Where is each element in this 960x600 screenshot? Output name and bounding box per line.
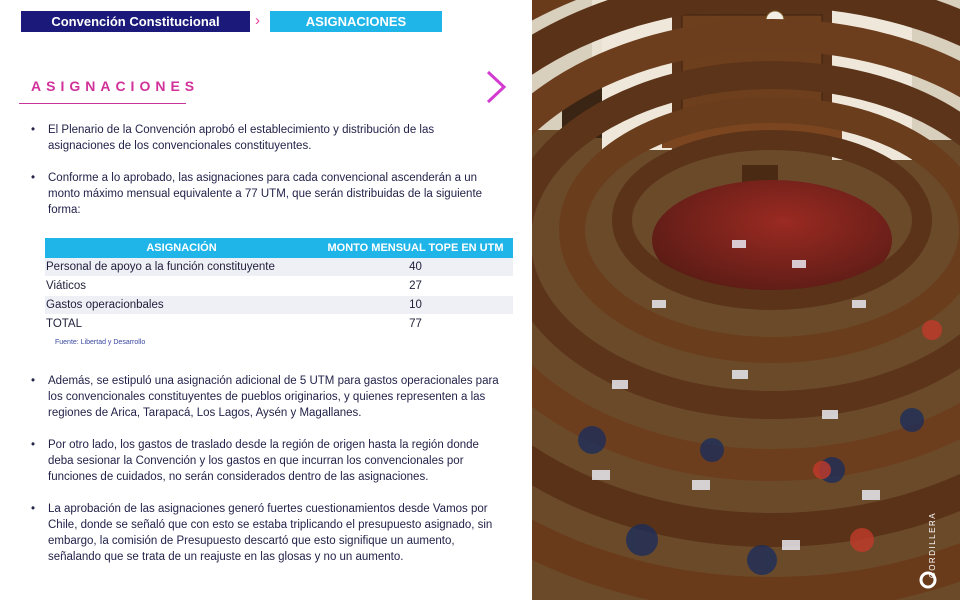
chevron-right-icon[interactable]: [484, 70, 508, 104]
table-row: Viáticos 27: [45, 277, 513, 296]
table-header-monto: MONTO MENSUAL TOPE EN UTM: [318, 238, 513, 258]
cordillera-logo: [913, 500, 943, 590]
table-row: Gastos operacionbales 10: [45, 296, 513, 315]
bullet-dot: •: [31, 172, 36, 184]
bullet-dot: •: [31, 503, 36, 515]
bullet-list-top: [31, 122, 503, 218]
page-title: ASIGNACIONES: [31, 78, 200, 94]
breadcrumb-convencion[interactable]: Convención Constitucional: [21, 11, 250, 32]
title-underline: [19, 103, 186, 104]
bullet-dot: •: [31, 439, 36, 451]
bullet-dot: •: [31, 124, 36, 136]
list-item: • El Plenario de la Convención aprobó el establecimiento y distribución de las asignaciones de los convencionales constituyentes.: [31, 124, 435, 152]
table-header-asignacion: ASIGNACIÓN: [45, 238, 318, 258]
table-row: Personal de apoyo a la función constituyente 40: [45, 258, 513, 277]
list-item: • Además, se estipuló una asignación adicional de 5 UTM para gastos operacionales para los convencionales constituyentes de pueblos originarios, y quienes representen a las regiones de Arica, Tarapacá, Los Lagos, Aysén y Magallanes.: [31, 375, 499, 419]
breadcrumb-chevron-icon: ›: [255, 12, 260, 29]
table-row: TOTAL 77: [45, 315, 513, 334]
asignaciones-table: [45, 238, 513, 334]
svg-text:CORDILLERA: CORDILLERA: [928, 511, 937, 579]
bullet-list-bottom: [31, 373, 503, 565]
list-item: • La aprobación de las asignaciones generó fuertes cuestionamientos desde Vamos por Chile, donde se señaló que con esto se estaba triplicando el presupuesto asignado, sin embargo, la comisión de Presupuesto descartó que esto signifique un aumento, señalando que se trata de un reajuste en las glosas y no un aumento.: [31, 503, 493, 563]
breadcrumb-asignaciones[interactable]: ASIGNACIONES: [270, 11, 442, 32]
list-item: • Por otro lado, los gastos de traslado desde la región de origen hasta la región donde deba sesionar la Convención y los gastos en que incurran los convencionales por funciones de cuidados, no serán considerados dentro de las asignaciones.: [31, 439, 479, 483]
list-item: • Conforme a lo aprobado, las asignaciones para cada convencional ascenderán a un monto máximo mensual equivalente a 77 UTM, que serán distribuidas de la siguiente forma:: [31, 172, 483, 216]
bullet-dot: •: [31, 375, 36, 387]
table-source: Fuente: Libertad y Desarrollo: [55, 339, 146, 346]
convention-hall-photo: [532, 0, 960, 600]
